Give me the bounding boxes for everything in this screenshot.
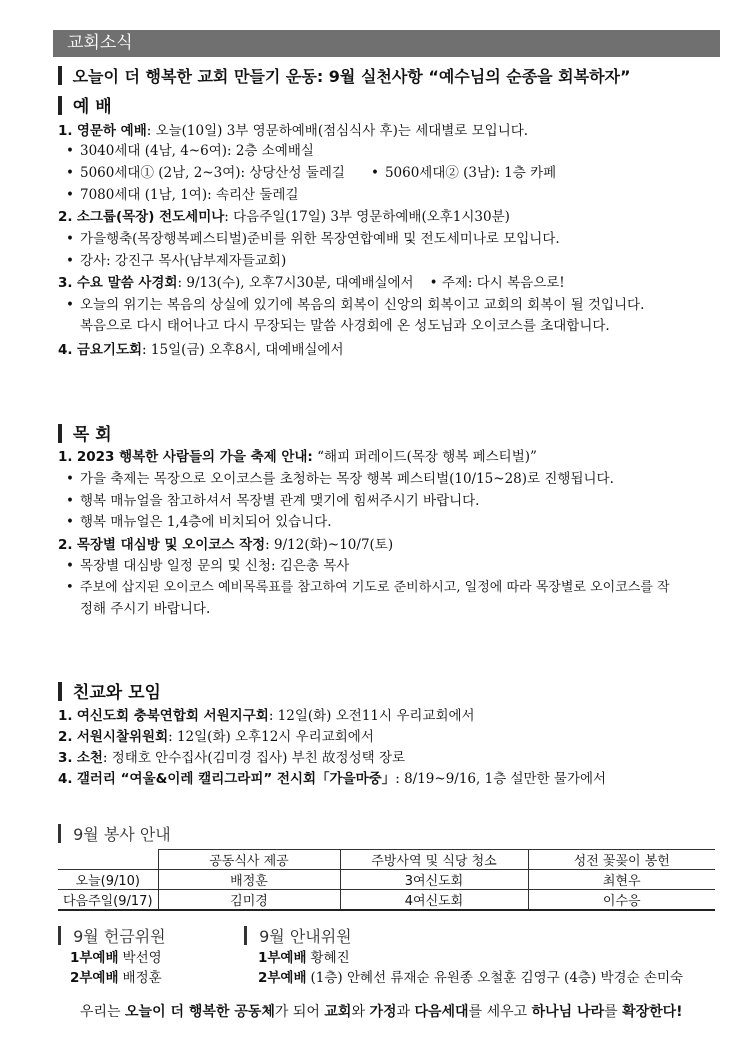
table-header-cell: 주방사역 및 식당 청소 (340, 850, 528, 870)
table-cell: 3여신도회 (340, 870, 528, 890)
headline: 오늘이 더 행복한 교회 만들기 운동: 9월 실천사항 “예수님의 순종을 회복하자” (58, 66, 631, 88)
fellowship-title: 친교와 모임 (58, 682, 161, 704)
table-row (58, 890, 715, 911)
worship-item-2-bullet: • 강사: 강진구 목사(남부제자들교회) (66, 253, 287, 269)
usher-row: 1부예배 황혜진 (258, 950, 350, 966)
usher-title: 9월 안내위원 (244, 926, 352, 948)
volunteer-table (58, 849, 715, 911)
pastoral-item-2-bullet: • 주보에 삽지된 오이코스 예비목록표를 참고하여 기도로 준비하시고, 일정에 따라 목장별로 오이코스를 작 (66, 580, 670, 595)
fellowship-item: 1. 여신도회 충북연합회 서원지구회: 12일(화) 오전11시 우리교회에서 (58, 708, 475, 724)
table-cell: 4여신도회 (340, 890, 528, 911)
table-cell: 이수응 (528, 890, 715, 911)
worship-item-3: 3. 수요 말씀 사경회: 9/13(수), 오후7시30분, 대예배실에서 • 주제: 다시 복음으로! (58, 275, 565, 291)
section-banner (53, 30, 720, 57)
worship-item-1-bullet: • 5060세대① (2남, 2~3여): 상당산성 둘레길 • 5060세대② (3남): 1층 카페 (66, 165, 557, 181)
table-header-cell: 성전 꽃꽂이 봉헌 (528, 850, 715, 870)
table-row-label: 오늘(9/10) (58, 870, 158, 890)
fellowship-item: 3. 소천: 정태호 안수집사(김미경 집사) 부친 故정성택 장로 (58, 750, 406, 766)
worship-item-2: 2. 소그룹(목장) 전도세미나: 다음주일(17일) 3부 영문하예배(오후1시30분) (58, 209, 510, 225)
pastoral-item-2: 2. 목장별 대심방 및 오이코스 작정: 9/12(화)~10/7(토) (58, 537, 394, 553)
fellowship-item: 2. 서원시찰위원회: 12일(화) 오후12시 우리교회에서 (58, 729, 374, 745)
table-row-label: 다음주일(9/17) (58, 890, 158, 911)
table-row (58, 870, 715, 890)
pastoral-item-1: 1. 2023 행복한 사람들의 가을 축제 안내: “해피 퍼레이드(목장 행복 페스티벌)” (58, 449, 537, 465)
worship-item-3-bullet-cont: 복음으로 다시 태어나고 다시 무장되는 말씀 사경회에 온 성도님과 오이코스를 초대합니다. (80, 318, 610, 334)
pastoral-item-2-bullet-cont: 정해 주시기 바랍니다. (80, 601, 211, 617)
table-cell: 배정훈 (158, 870, 340, 890)
worship-title: 예 배 (58, 96, 112, 118)
offering-title: 9월 헌금위원 (58, 926, 166, 948)
offering-row: 1부예배 박선영 (70, 950, 162, 966)
pastoral-item-2-bullet: • 목장별 대심방 일정 문의 및 신청: 김은총 목사 (66, 558, 350, 574)
offering-row: 2부예배 배정훈 (70, 970, 162, 986)
table-header-row (58, 850, 715, 870)
worship-item-1-bullet: • 7080세대 (1남, 1여): 속리산 둘레길 (66, 187, 299, 203)
worship-item-1: 1. 영문하 예배: 오늘(10일) 3부 영문하예배(점심식사 후)는 세대별로 모입니다. (58, 123, 529, 139)
table-header-cell (58, 850, 158, 870)
volunteer-title: 9월 봉사 안내 (58, 824, 171, 846)
church-motto: 우리는 오늘이 더 행복한 공동체가 되어 교회와 가정과 다음세대를 세우고 하나님 나라를 확장한다! (80, 1004, 683, 1020)
table-cell: 김미경 (158, 890, 340, 911)
pastoral-item-1-bullet: • 행복 매뉴얼을 참고하셔서 목장별 관계 맺기에 힘써주시기 바랍니다. (66, 493, 480, 509)
worship-item-4: 4. 금요기도회: 15일(금) 오후8시, 대예배실에서 (58, 342, 344, 358)
pastoral-item-1-bullet: • 가을 축제는 목장으로 오이코스를 초청하는 목장 행복 페스티벌(10/15~28)로 진행됩니다. (66, 471, 614, 487)
table-cell: 최현우 (528, 870, 715, 890)
worship-item-3-bullet: • 오늘의 위기는 복음의 상실에 있기에 복음의 회복이 신앙의 회복이고 교회의 회복이 될 것입니다. (66, 297, 645, 313)
pastoral-title: 목 회 (58, 424, 112, 446)
banner-title: 교회소식 (67, 33, 133, 53)
table-header-cell: 공동식사 제공 (158, 850, 340, 870)
worship-item-2-bullet: • 가을행축(목장행복페스티벌)준비를 위한 목장연합예배 및 전도세미나로 모입니다. (66, 231, 560, 247)
fellowship-item: 4. 갤러리 “여울&이레 캘리그라피” 전시회「가을마중」: 8/19~9/16, 1층 설만한 물가에서 (58, 771, 607, 787)
pastoral-item-1-bullet: • 행복 매뉴얼은 1,4층에 비치되어 있습니다. (66, 514, 332, 530)
worship-item-1-bullet: • 3040세대 (4남, 4~6여): 2층 소예배실 (66, 143, 314, 159)
usher-row: 2부예배 (1층) 안혜선 류재순 유원종 오철훈 김영구 (4층) 박경순 손미숙 (258, 970, 684, 986)
